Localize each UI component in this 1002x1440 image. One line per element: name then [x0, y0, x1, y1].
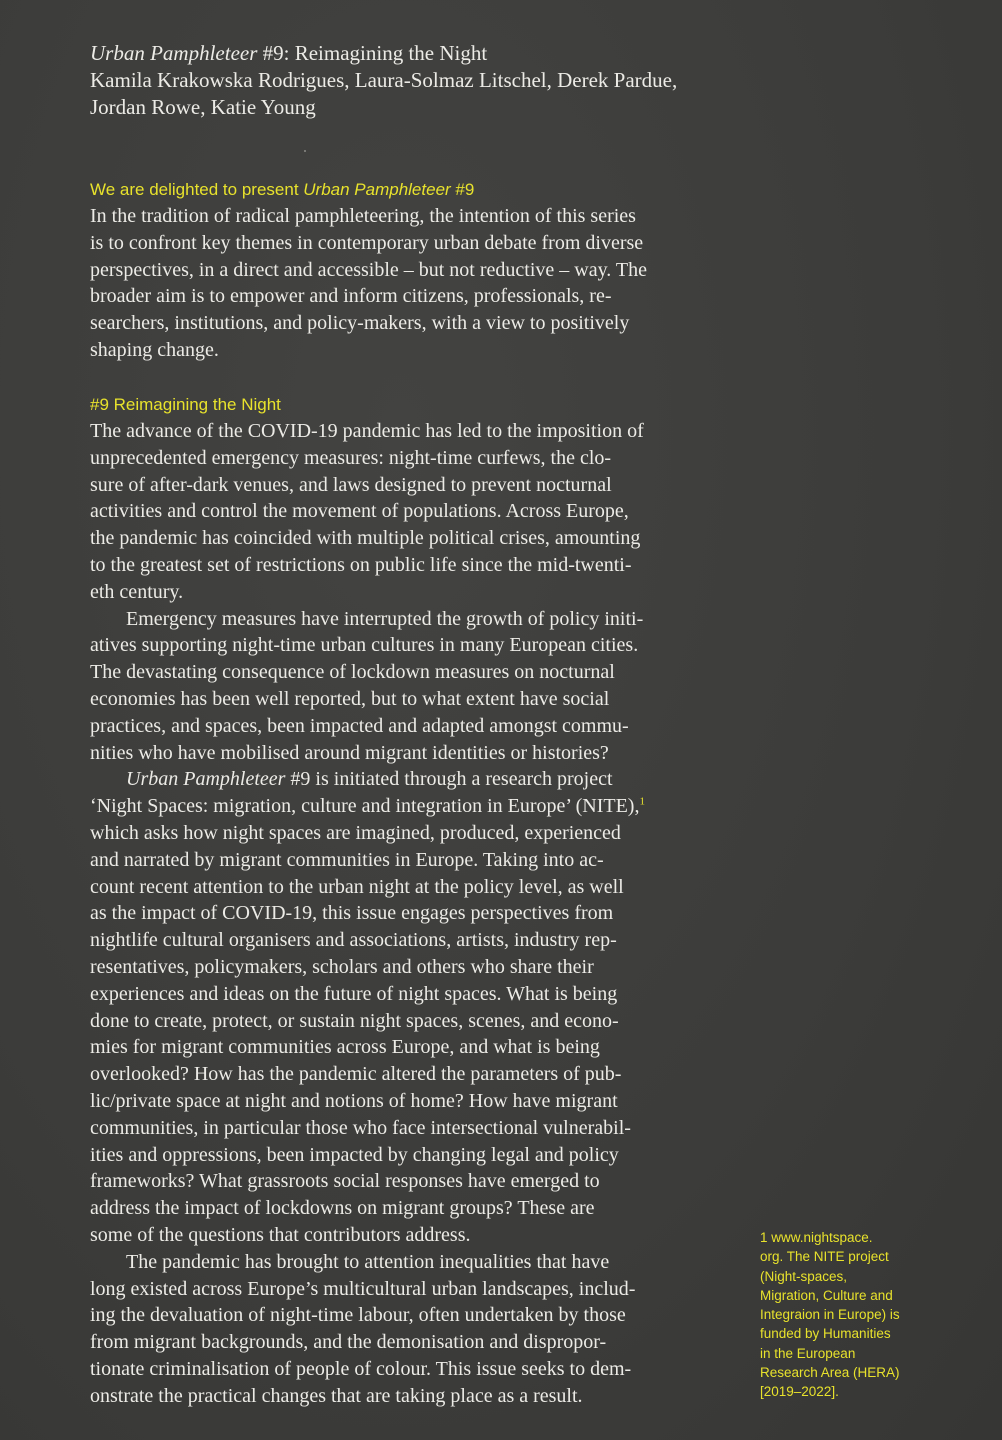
- text-line: done to create, protect, or sustain night spaces, scenes, and econo-: [90, 1009, 619, 1032]
- text-line: nightlife cultural organisers and associations, artists, industry rep-: [90, 929, 617, 952]
- text-line: practices, and spaces, been impacted and adapted amongst commu-: [90, 714, 629, 737]
- footnote-marker[interactable]: 1: [639, 795, 645, 808]
- text-line: ing the devaluation of night-time labour, often undertaken by those: [90, 1304, 626, 1327]
- text-line: In the tradition of radical pamphleteering, the intention of this series: [90, 205, 636, 227]
- authors-line-1: Kamila Krakowska Rodrigues, Laura-Solmaz Litschel, Derek Pardue,: [90, 68, 678, 92]
- text-line: unprecedented emergency measures: night-time curfews, the clo-: [90, 446, 612, 469]
- text-line: The devastating consequence of lockdown measures on nocturnal: [90, 661, 615, 684]
- text-line: the pandemic has coincided with multiple political crises, amounting: [90, 527, 641, 550]
- text-line: broader aim is to empower and inform citizens, professionals, re-: [90, 285, 612, 308]
- intro-heading-prefix: We are delighted to present: [90, 180, 304, 199]
- text-line: frameworks? What grassroots social responses have emerged to: [90, 1170, 600, 1193]
- text-line: mies for migrant communities across Europe, and what is being: [90, 1036, 600, 1059]
- section-heading: #9 Reimagining the Night: [90, 395, 281, 414]
- text-line: is to confront key themes in contemporary urban debate from diverse: [90, 231, 644, 254]
- text-line: economies has been well reported, but to what extent have social: [90, 687, 610, 710]
- text-line: ities and oppressions, been impacted by changing legal and policy: [90, 1143, 619, 1166]
- footnote-line: 1 www.nightspace.: [760, 1230, 873, 1245]
- text-line: The advance of the COVID-19 pandemic has led to the imposition of: [90, 420, 644, 442]
- text-line: overlooked? How has the pandemic altered the parameters of pub-: [90, 1063, 622, 1086]
- text-run: ‘Night Spaces: migration, culture and integration in Europe’ (NITE),: [90, 795, 640, 818]
- text-line: and narrated by migrant communities in Europe. Taking into ac-: [90, 848, 604, 871]
- text-line: experiences and ideas on the future of night spaces. What is being: [90, 982, 618, 1005]
- paragraph-4: [90, 1249, 730, 1410]
- header-title-line: [90, 40, 740, 67]
- issue-title: #9: Reimagining the Night: [257, 41, 488, 65]
- text-line: to the greatest set of restrictions on public life since the mid-twenti-: [90, 553, 632, 576]
- text-line: as the impact of COVID-19, this issue engages perspectives from: [90, 902, 614, 925]
- footnote-line: funded by Humanities: [760, 1326, 891, 1342]
- text-line: resentatives, policymakers, scholars and others who share their: [90, 955, 594, 978]
- paragraph-2: [90, 606, 730, 767]
- paragraph-3: [90, 766, 730, 1248]
- text-line: [90, 766, 730, 793]
- footnote-line: Integraion in Europe) is: [760, 1307, 900, 1323]
- footnote-line: Migration, Culture and: [760, 1287, 893, 1303]
- text-line: sure of after-dark venues, and laws designed to prevent nocturnal: [90, 473, 612, 496]
- text-line: some of the questions that contributors address.: [90, 1223, 471, 1246]
- text-line: which asks how night spaces are imagined, produced, experienced: [90, 821, 621, 844]
- text-line: tionate criminalisation of people of colour. This issue seeks to dem-: [90, 1357, 632, 1380]
- footnote-line: (Night-spaces,: [760, 1268, 848, 1284]
- footnote-line: Research Area (HERA): [760, 1365, 900, 1381]
- text-line: onstrate the practical changes that are taking place as a result.: [90, 1384, 583, 1407]
- footnote-line: [2019–2022].: [760, 1384, 839, 1400]
- text-line: eth century.: [90, 580, 184, 603]
- text-line: perspectives, in a direct and accessible – but not reductive – way. The: [90, 258, 648, 281]
- paragraph-1: [90, 418, 730, 606]
- text-run: #9 is initiated through a research project: [285, 768, 613, 791]
- series-title: Urban Pamphleteer: [90, 41, 258, 65]
- intro-heading: [90, 180, 474, 200]
- intro-paragraph: [90, 203, 730, 364]
- text-line: nities who have mobilised around migrant identities or histories?: [90, 741, 609, 764]
- text-line: searchers, institutions, and policy-makers, with a view to positively: [90, 312, 630, 335]
- section-body: [90, 418, 730, 1409]
- speck-dot: [304, 150, 306, 152]
- text-line: long existed across Europe’s multicultural urban landscapes, includ-: [90, 1277, 636, 1300]
- text-line: address the impact of lockdowns on migrant groups? These are: [90, 1197, 595, 1220]
- authors-line-2: Jordan Rowe, Katie Young: [90, 95, 316, 119]
- text-line: [90, 793, 730, 820]
- footnote: [760, 1228, 940, 1402]
- text-line: atives supporting night-time urban cultures in many European cities.: [90, 634, 639, 657]
- text-line: shaping change.: [90, 338, 219, 361]
- footnote-line: org. The NITE project: [760, 1249, 889, 1265]
- text-line: count recent attention to the urban night at the policy level, as well: [90, 875, 624, 898]
- footnote-line: in the European: [760, 1345, 856, 1361]
- intro-heading-italic: Urban Pamphleteer: [303, 180, 451, 199]
- italic-title: Urban Pamphleteer: [126, 768, 286, 791]
- text-line: lic/private space at night and notions of home? How have migrant: [90, 1089, 618, 1112]
- text-line: activities and control the movement of populations. Across Europe,: [90, 500, 629, 523]
- intro-heading-suffix: #9: [450, 180, 475, 199]
- text-line: from migrant backgrounds, and the demonisation and dispropor-: [90, 1331, 607, 1354]
- header: [90, 40, 740, 121]
- text-line: Emergency measures have interrupted the growth of policy initi-: [126, 607, 644, 630]
- text-line: The pandemic has brought to attention inequalities that have: [126, 1250, 610, 1273]
- text-line: communities, in particular those who face intersectional vulnerabil-: [90, 1116, 631, 1139]
